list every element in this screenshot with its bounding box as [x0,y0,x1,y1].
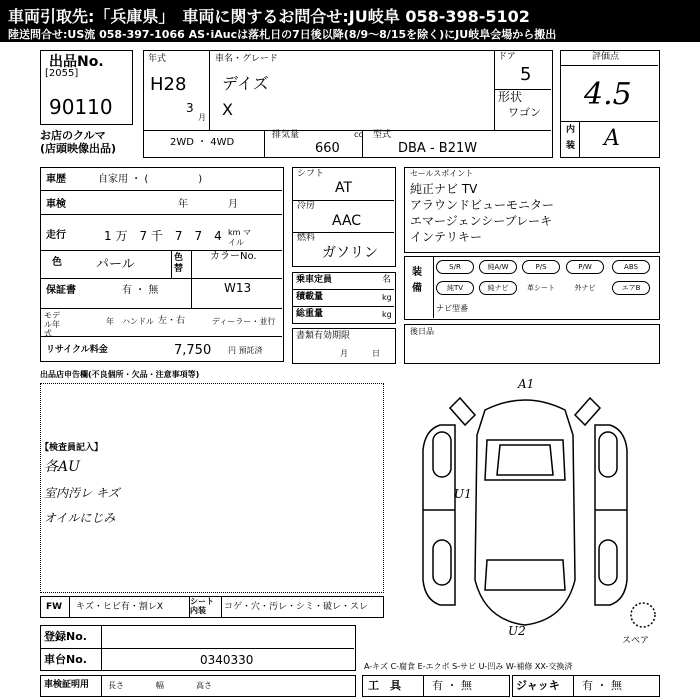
jack-value: 有 ・ 無 [582,679,622,692]
sales-point-3: エマージェンシーブレーキ [410,214,553,228]
seat-text: コゲ・穴・汚レ・シミ・破レ・スレ [224,602,369,612]
fuel-value: ガソリン [322,245,378,261]
capacity-label: 乗車定員 [296,275,333,285]
color-no-value: W13 [224,281,252,295]
month-value: 3 [186,101,194,115]
ac-value: AAC [332,213,362,229]
lot-label: 出品No. [49,54,104,70]
inspection-label: 車検 [46,199,66,210]
tools-value: 有 ・ 無 [432,679,472,692]
fw-label: FW [46,602,63,612]
reg-label: 登録No. [44,630,87,643]
sales-point-1: 純正ナビ TV [410,182,478,196]
equip-pw: P/W [566,260,604,274]
header-line-1: 車両引取先:「兵庫県」 車両に関するお問合せ:JU岐阜 058-398-5102 [8,7,530,26]
header-banner [0,0,700,42]
jack-label: ジャッキ [516,679,560,692]
year-label: 年式 [148,54,167,64]
equip-sr: S/R [436,260,474,274]
shape-label: 形状 [498,90,523,104]
equip-navi: 純ナビ [479,281,517,295]
recycle-unit: 円 預託済 [228,346,263,355]
equipment-label-2: 備 [412,283,422,294]
car-damage-diagram [415,377,665,638]
docs-label: 書類有効期限 [296,331,351,341]
equip-leather: 革シート [527,284,555,292]
displacement-value: 660 [315,141,340,156]
warranty-label: 保証書 [46,285,76,296]
chassis-value: 0340330 [200,653,254,667]
capacity-unit: 名 [382,275,392,285]
score-value: 4.5 [584,77,632,112]
dealer-label: ディーラー・並行 [212,317,276,326]
inspector-note-3: オイルにじみ [44,511,116,525]
interior-label-1: 内 [566,125,576,135]
spare-label: スペア [622,636,650,646]
history-label: 車歴 [46,174,66,185]
handle-label: ハンドル [122,317,154,326]
lot-number-box [40,50,133,125]
mileage-label: 走行 [46,230,66,241]
year-value: H28 [150,74,187,95]
shift-value: AT [335,180,353,196]
model-value: DBA - B21W [398,141,478,156]
ac-label: 冷房 [297,201,316,211]
equip-alloy: 純A/W [479,260,517,274]
damage-u2: U2 [508,624,526,638]
recycle-value: 7,750 [174,343,212,358]
seat-label: シート内装 [190,597,214,615]
inspector-note-1: 各AU [44,459,80,475]
score-label: 評価点 [592,52,620,62]
interior-label-2: 装 [566,141,576,151]
docs-value: 月 日 [340,349,380,358]
displacement-unit: cc [354,130,363,139]
shop-label: お店のクルマ [40,129,106,142]
history-value: 自家用 ・ ( ) [98,174,203,185]
damage-a1: A1 [518,377,535,391]
equip-airbag: エアB [612,281,650,295]
doors-label: ドア [498,52,516,62]
lot-sub: [2055] [45,68,79,79]
after-box [404,324,660,364]
handle-value: 左・右 [158,316,186,326]
seller-notes-label: 出品店申告欄(不良個所・欠品・注意事項等) [40,370,200,379]
car-grade: X [222,100,233,119]
drive-type: 2WD ・ 4WD [170,137,235,148]
registration-box [40,625,356,671]
equip-ps: P/S [522,260,560,274]
fuel-label: 燃料 [297,233,316,243]
model-year-unit: 年 [106,317,114,326]
interior-score: A [604,126,620,151]
shift-label: シフト [297,169,325,179]
doors-value: 5 [520,64,532,85]
chassis-label: 車台No. [44,653,87,666]
navi-model-label: ナビ型番 [436,304,468,313]
shape-value: ワゴン [508,106,541,119]
cert-fields: 長さ 幅 高さ [108,681,212,690]
damage-legend: A-キズ C-腐食 E-エクボ S-サビ U-凹み W-補修 XX-交換済 [364,662,573,671]
car-name: デイズ [222,74,269,93]
mileage-value: 1 万 7 千 7 7 4 [104,229,222,243]
color-label: 色 [52,257,62,268]
shop-sub: (店頭映像出品) [40,142,117,155]
month-unit: 月 [198,113,206,122]
model-label: 型式 [373,130,392,140]
color-value: パール [96,257,135,272]
displacement-label: 排気量 [272,130,300,140]
damage-u1: U1 [454,487,472,501]
inspector-note-2: 室内汚レ キズ [44,486,120,500]
sales-point-4: インテリキー [410,230,483,244]
lot-number: 90110 [49,95,113,119]
name-label: 車名・グレード [215,54,279,64]
sales-point-2: アラウンドビューモニター [410,198,555,212]
cert-label: 車検証明用 [44,680,90,690]
equip-abs: ABS [612,260,650,274]
model-year-label: モデル年式 [44,311,60,338]
mileage-unit: km マイル [228,228,251,247]
equip-ext-navi: 外ナビ [574,284,596,292]
color-no-label: カラーNo. [210,251,257,262]
equipment-label-1: 装 [412,267,422,278]
equip-tv: 純TV [436,281,474,295]
after-label: 後日品 [410,327,434,336]
fw-text: キズ・ヒビ有・割レX [76,602,163,612]
sales-label: セールスポイント [410,169,474,178]
warranty-value: 有 ・ 無 [122,285,159,296]
inspection-value: 年 月 [178,199,238,210]
history-box [40,167,284,362]
load-label: 積載量 [296,292,324,302]
inspector-label: 【検査員記入】 [40,443,104,453]
recycle-label: リサイクル料金 [46,345,108,355]
gross-unit: kg [382,310,392,319]
tools-label: 工 具 [368,679,401,692]
header-line-2: 陸送問合せ:US流 058-397-1066 AS･iAucは落札日の7日後以降(8/9～8/15を除く)にJU岐阜会場から搬出 [8,28,557,41]
load-unit: kg [382,293,392,302]
color-change: 色替 [174,253,184,274]
gross-label: 総重量 [296,309,324,319]
